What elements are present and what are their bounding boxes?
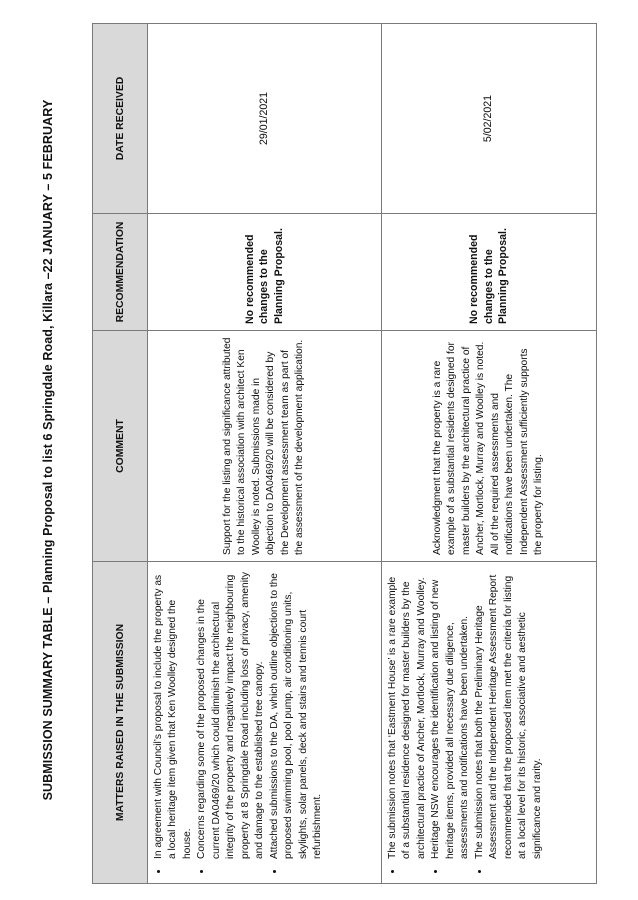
matters-list <box>386 568 545 877</box>
submission-table-wrapper <box>92 24 597 884</box>
date-text: 29/01/2021 <box>257 91 270 146</box>
date-cell <box>148 24 382 214</box>
comment-text: Support for the listing and significance attributed to the historical association with architect Ken Woolley is noted. Submissions made in objection to DA0469/20 will be considered by the Development assessment team as part of the assessment of the development application. <box>221 337 306 555</box>
matters-cell <box>381 562 596 884</box>
header-comment: COMMENT <box>93 331 148 562</box>
header-date-received: DATE RECEIVED <box>93 24 148 214</box>
comment-text: Acknowledgment that the property is a rare example of a substantial residents designed for master builders by the architectural practice of Ancher, Mortlock, Murray and Woolley is noted. All of the required assessments and notifications have been undertaken. The Independent Assessment sufficiently supports the property for listing. <box>431 341 545 555</box>
matters-cell <box>148 562 382 884</box>
recommendation-text: No recommended changes to the Planning Proposal. <box>243 228 285 324</box>
table-row <box>381 24 596 884</box>
header-matters: MATTERS RAISED IN THE SUBMISSION <box>93 562 148 884</box>
page-title: SUBMISSION SUMMARY TABLE – Planning Proposal to list 6 Springdale Road, Killara –22 JANUARY – 5 FEBRUARY <box>41 99 55 801</box>
header-recommendation: RECOMMENDATION <box>93 214 148 331</box>
list-item: • Heritage NSW encourages the identification and listing of new heritage items, provided all necessary due diligence, assessments and notifications have been undertaken. <box>429 568 472 861</box>
list-item: • Concerns regarding some of the proposed changes in the current DA0469/20 which could diminish the architectural integrity of the property and negatively impact the neighbouring property at 8 Springdale Road including loss of privacy, amenity and damage to the established tree canopy. <box>195 568 267 861</box>
recommendation-text: No recommended changes to the Planning Proposal. <box>468 228 510 324</box>
list-item: • In agreement with Council’s proposal to include the property as a local heritage item given that Ken Woolley designed the house. <box>152 568 195 861</box>
list-item: • Attached submissions to the DA, which outline objections to the proposed swimming pool, pool pump, air conditioning units, skylights, solar panels, deck and stairs and tennis court refurbishment. <box>268 568 326 861</box>
matters-list <box>152 568 326 877</box>
table-row <box>148 24 382 884</box>
list-item: • The submission notes that both the Preliminary Heritage Assessment and the Independent Heritage Assessment Report recommended that the proposed item met the criteria for listing at a local level for its historic, associative and aesthetic significance and rarity. <box>473 568 545 861</box>
submission-summary-table <box>92 23 597 884</box>
date-cell <box>381 24 596 214</box>
table-header-row <box>93 24 148 884</box>
list-item: • The submission notes that ‘Eastment House’ is a rare example of a substantial residence designed for master builders by the architectural practice of Ancher, Mortlock, Murray and Woolley. <box>386 568 429 861</box>
recommendation-cell <box>381 214 596 331</box>
date-text: 5/02/2021 <box>482 94 495 143</box>
comment-cell <box>381 331 596 562</box>
comment-cell <box>148 331 382 562</box>
recommendation-cell <box>148 214 382 331</box>
